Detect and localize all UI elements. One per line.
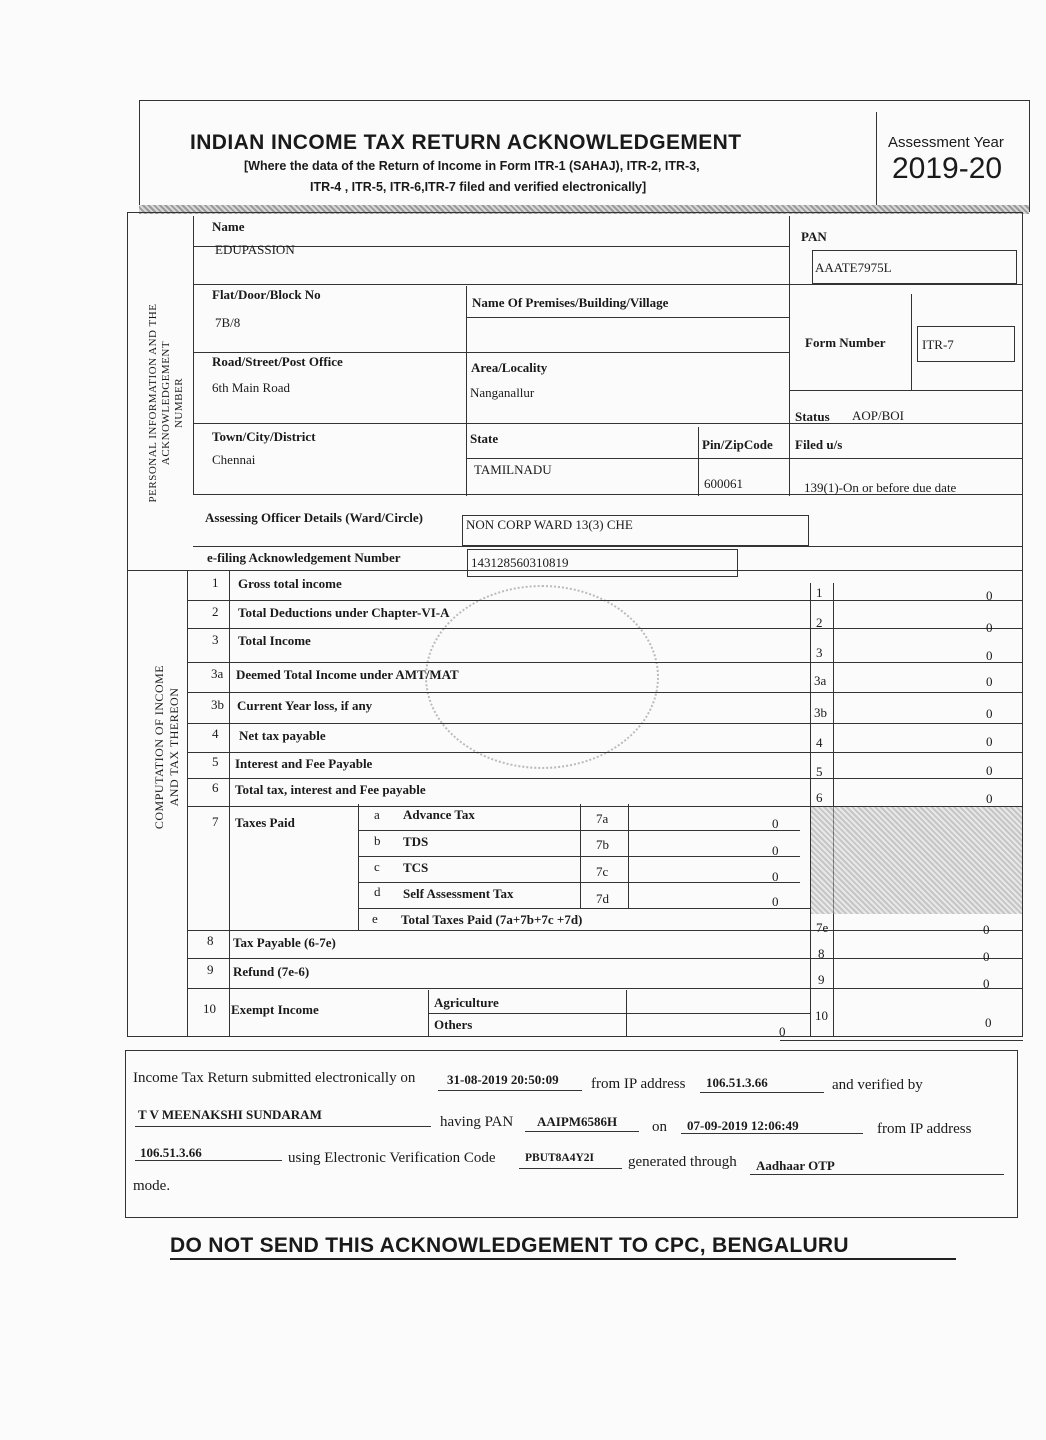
area-label: Area/Locality (471, 360, 548, 375)
taxes-shaded-cell (811, 807, 1022, 914)
row-2-label: Total Deductions under Chapter-VI-A (238, 605, 450, 620)
ao-label: Assessing Officer Details (Ward/Circle) (205, 510, 423, 525)
grid-line (187, 958, 1023, 959)
row-9-no: 9 (207, 962, 214, 977)
grid-line (187, 930, 1023, 931)
personal-label-line1: PERSONAL INFORMATION AND THE (147, 303, 159, 503)
tax-b-code: 7b (596, 837, 609, 852)
row-9-code: 9 (818, 972, 825, 987)
personal-section-label (147, 273, 187, 533)
verifier-pan: AAIPM6586H (537, 1114, 618, 1129)
grid-line (193, 216, 194, 494)
row-9-value: 0 (983, 976, 990, 991)
tax-c-letter: c (374, 859, 380, 874)
computation-label-line2: AND TAX THEREON (167, 687, 181, 807)
grid-line (358, 856, 800, 857)
underline (525, 1131, 639, 1132)
grid-line (187, 600, 1023, 601)
submitted-on: 31-08-2019 20:50:09 (447, 1072, 559, 1087)
tax-a-label: Advance Tax (403, 807, 475, 822)
filed-label: Filed u/s (795, 437, 843, 452)
row-6-label: Total tax, interest and Fee payable (235, 782, 426, 797)
row-8-code: 8 (818, 946, 825, 961)
underline (519, 1168, 622, 1169)
verif-text5: on (652, 1119, 667, 1135)
state-value: TAMILNADU (474, 462, 552, 477)
assessment-year-label: Assessment Year (888, 134, 1004, 151)
pan-value: AAATE7975L (815, 260, 892, 275)
row-5-no: 5 (212, 754, 219, 769)
ip-address-1: 106.51.3.66 (706, 1075, 768, 1090)
verif-text4: having PAN (440, 1114, 514, 1130)
verif-text7: using Electronic Verification Code (288, 1150, 496, 1166)
row-10-code: 10 (815, 1008, 828, 1023)
verif-text1: Income Tax Return submitted electronically on (133, 1070, 416, 1086)
personal-label-line3: NUMBER (173, 377, 185, 429)
row-3a-code: 3a (814, 673, 827, 688)
tax-total-code: 7e (816, 920, 829, 935)
premises-label: Name Of Premises/Building/Village (472, 295, 669, 310)
underline (135, 1160, 282, 1161)
status-value: AOP/BOI (852, 408, 905, 423)
row-7-no: 7 (212, 814, 219, 829)
status-label: Status (795, 409, 830, 424)
emblem-seal (425, 585, 659, 769)
ip-address-2: 106.51.3.66 (140, 1145, 202, 1160)
personal-label-line2: ACKNOWLEDGEMENT (160, 340, 172, 466)
grid-line (229, 570, 230, 1037)
tax-d-value: 0 (772, 894, 779, 909)
flat-label: Flat/Door/Block No (212, 287, 321, 302)
grid-line (428, 1013, 810, 1014)
others-label: Others (434, 1017, 473, 1032)
header-divider (876, 112, 877, 212)
grid-line (187, 778, 1023, 779)
verif-text9: mode. (133, 1178, 171, 1194)
grid-line (911, 294, 912, 390)
grid-line (193, 352, 789, 353)
area-value: Nanganallur (470, 385, 535, 400)
name-label: Name (212, 219, 245, 234)
grid-line (187, 570, 188, 1037)
name-value: EDUPASSION (215, 242, 295, 257)
row-3-no: 3 (212, 632, 219, 647)
road-label: Road/Street/Post Office (212, 354, 343, 369)
verif-text3: and verified by (832, 1077, 923, 1093)
verif-text8: generated through (628, 1154, 737, 1170)
row-2-no: 2 (212, 604, 219, 619)
grid-line (187, 662, 1023, 663)
grid-line (780, 1040, 1023, 1041)
tax-total-label: Total Taxes Paid (7a+7b+7c +7d) (401, 912, 583, 927)
tax-b-label: TDS (403, 834, 429, 849)
row-6-code: 6 (816, 790, 823, 805)
verif-text6: from IP address (877, 1121, 972, 1137)
form-number-label: Form Number (805, 335, 886, 350)
grid-line (466, 458, 1023, 459)
tax-c-code: 7c (596, 864, 609, 879)
row-3-value: 0 (986, 648, 993, 663)
pin-value: 600061 (704, 476, 743, 491)
grid-line (358, 908, 810, 909)
row-8-no: 8 (207, 933, 214, 948)
grid-line (789, 216, 790, 294)
row-10-value: 0 (985, 1015, 992, 1030)
tax-b-value: 0 (772, 843, 779, 858)
row-8-value: 0 (983, 949, 990, 964)
page-subtitle-line1: [Where the data of the Return of Income in Form ITR-1 (SAHAJ), ITR-2, ITR-3, (244, 159, 700, 173)
row-4-no: 4 (212, 726, 219, 741)
row-3b-label: Current Year loss, if any (237, 698, 373, 713)
road-value: 6th Main Road (212, 380, 290, 395)
verif-text2: from IP address (591, 1076, 686, 1092)
footer-underline (170, 1258, 956, 1260)
row-6-value: 0 (986, 791, 993, 806)
grid-line (789, 390, 1023, 391)
row-3a-label: Deemed Total Income under AMT/MAT (236, 667, 459, 682)
row-4-value: 0 (986, 734, 993, 749)
tax-d-code: 7d (596, 891, 609, 906)
row-5-code: 5 (816, 764, 823, 779)
row-5-label: Interest and Fee Payable (235, 756, 373, 771)
tax-a-value: 0 (772, 816, 779, 831)
underline (681, 1133, 863, 1134)
row-1-label: Gross total income (238, 576, 342, 591)
row-1-code: 1 (816, 585, 823, 600)
grid-line (187, 752, 1023, 753)
tax-c-value: 0 (772, 869, 779, 884)
filed-value: 139(1)-On or before due date (804, 480, 957, 495)
row-8-label: Tax Payable (6-7e) (233, 935, 336, 950)
ao-value: NON CORP WARD 13(3) CHE (466, 517, 633, 532)
tax-total-value: 0 (983, 922, 990, 937)
row-3b-code: 3b (814, 705, 827, 720)
grid-line (187, 988, 1023, 989)
state-label: State (470, 431, 499, 446)
row-4-code: 4 (816, 735, 823, 750)
grid-line (193, 546, 1023, 547)
page-subtitle-line2: ITR-4 , ITR-5, ITR-6,ITR-7 filed and verified electronically] (310, 180, 647, 194)
row-4-label: Net tax payable (239, 728, 326, 743)
flat-value: 7B/8 (215, 315, 241, 330)
row-3-label: Total Income (238, 633, 311, 648)
row-7-label: Taxes Paid (235, 815, 295, 830)
grid-line (789, 291, 790, 496)
tax-b-letter: b (374, 833, 381, 848)
row-2-code: 2 (816, 615, 823, 630)
underline (700, 1092, 824, 1093)
row-2-value: 0 (986, 620, 993, 635)
verifier-name: T V MEENAKSHI SUNDARAM (138, 1107, 322, 1122)
pin-label: Pin/ZipCode (702, 437, 773, 452)
underline (438, 1090, 582, 1091)
row-3b-no: 3b (211, 697, 224, 712)
grid-line (187, 723, 1023, 724)
agriculture-label: Agriculture (434, 995, 499, 1010)
underline (135, 1126, 431, 1127)
town-value: Chennai (212, 452, 256, 467)
grid-line (698, 427, 699, 496)
tax-a-letter: a (374, 807, 380, 822)
computation-section-label (152, 632, 182, 862)
row-3-code: 3 (816, 645, 823, 660)
row-3b-value: 0 (986, 706, 993, 721)
row-1-value: 0 (986, 588, 993, 603)
computation-label-line1: COMPUTATION OF INCOME (152, 664, 166, 830)
verification-method: Aadhaar OTP (756, 1158, 835, 1173)
grid-line (358, 882, 800, 883)
row-6-no: 6 (212, 780, 219, 795)
row-3a-value: 0 (986, 674, 993, 689)
grid-line (187, 692, 1023, 693)
grid-line (187, 628, 1023, 629)
evc-code: PBUT8A4Y2I (525, 1152, 595, 1164)
grid-line (358, 804, 359, 930)
tax-d-label: Self Assessment Tax (403, 886, 514, 901)
town-label: Town/City/District (212, 429, 316, 444)
assessment-year-value: 2019-20 (892, 152, 1003, 185)
underline (750, 1174, 1004, 1175)
tax-d-letter: d (374, 884, 381, 899)
page-title: INDIAN INCOME TAX RETURN ACKNOWLEDGEMENT (190, 131, 742, 154)
row-9-label: Refund (7e-6) (233, 964, 310, 979)
row-10-no: 10 (203, 1001, 216, 1016)
tax-c-label: TCS (403, 860, 429, 875)
ack-value: 143128560310819 (471, 555, 569, 570)
row-10-label: Exempt Income (231, 1002, 319, 1017)
footer-notice: DO NOT SEND THIS ACKNOWLEDGEMENT TO CPC, BENGALURU (170, 1234, 849, 1257)
grid-line (358, 830, 800, 831)
grid-line (466, 317, 789, 318)
row-3a-no: 3a (211, 666, 224, 681)
grid-line (193, 284, 1023, 285)
row-1-no: 1 (212, 575, 219, 590)
row-5-value: 0 (986, 763, 993, 778)
verified-on: 07-09-2019 12:06:49 (687, 1118, 799, 1133)
ack-label: e-filing Acknowledgement Number (207, 550, 401, 565)
others-value: 0 (779, 1024, 786, 1039)
tax-e-letter: e (372, 911, 378, 926)
tax-a-code: 7a (596, 811, 609, 826)
pan-label: PAN (801, 229, 827, 244)
form-number-value: ITR-7 (922, 337, 954, 352)
